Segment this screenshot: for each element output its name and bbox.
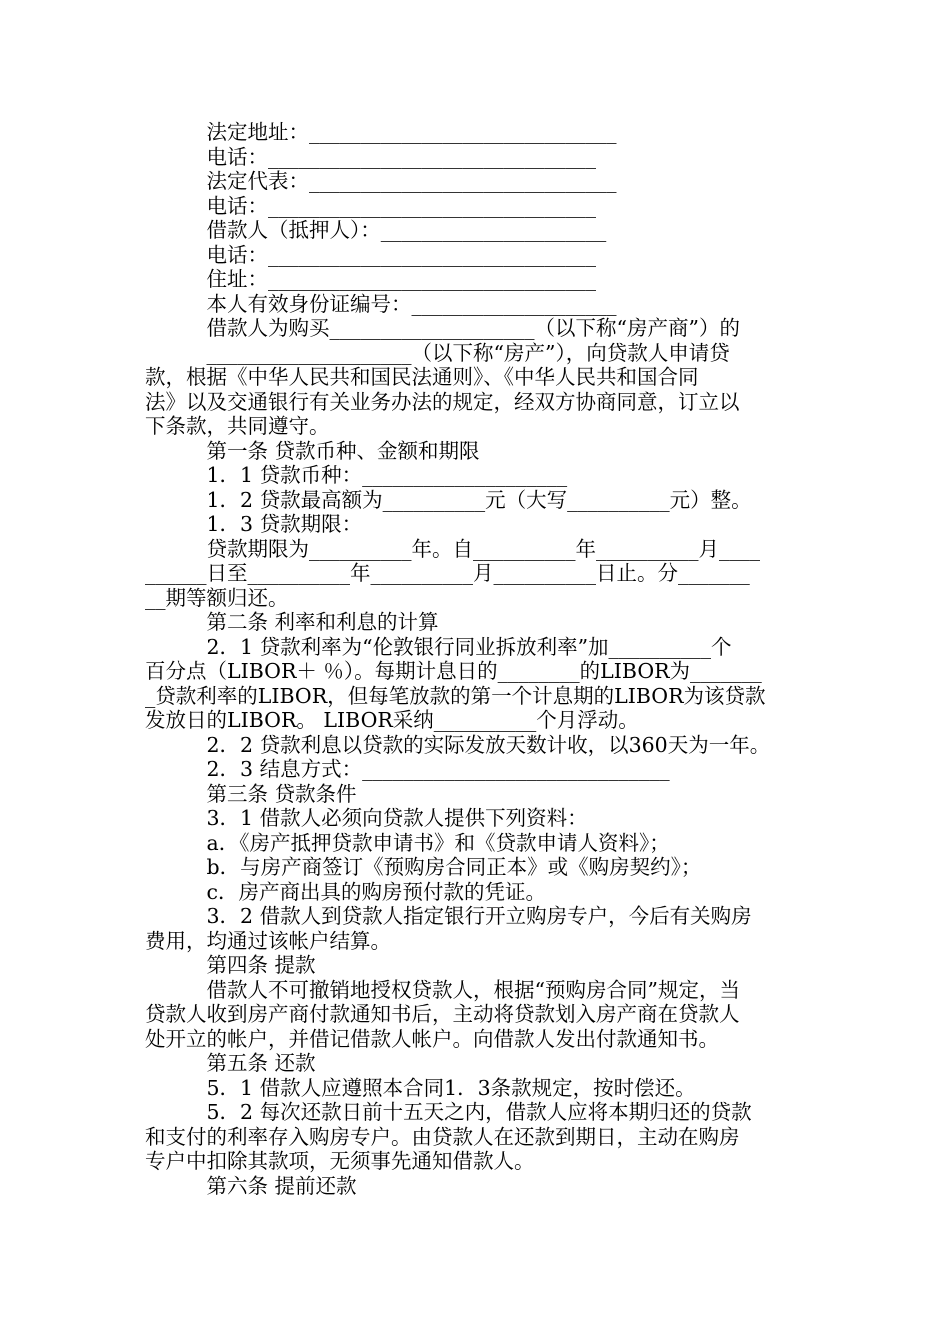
text-line: 第五条 还款: [145, 1051, 316, 1075]
text-line: 借款人为购买____________________（以下称“房产商”）的: [145, 316, 740, 340]
document-body: [145, 120, 810, 1198]
text-line: _贷款利率的LIBOR，但每笔放款的第一个计息期的LIBOR为该贷款: [145, 683, 766, 708]
text-line: 借款人（抵押人）：______________________: [145, 218, 607, 242]
text-line: __期等额归还。: [145, 585, 289, 610]
text-line: c．房产商出具的购房预付款的凭证。: [145, 879, 546, 904]
text-line: 费用，均通过该帐户结算。: [145, 928, 391, 953]
text-line: 贷款人收到房产商付款通知书后，主动将贷款划入房产商在贷款人: [145, 1002, 740, 1026]
text-line: 下条款，共同遵守。: [145, 414, 330, 438]
text-line: 本人有效身份证编号：____________________: [145, 291, 617, 316]
text-line: 住址：________________________________: [145, 267, 596, 291]
text-line: 发放日的LIBOR。 LIBOR采纳__________个月浮动。: [145, 708, 639, 732]
text-line: ______日至__________年__________月__________日止。分_______: [145, 561, 750, 585]
text-line: 第三条 贷款条件: [145, 781, 357, 806]
text-line: 1．2 贷款最高额为__________元（大写__________元）整。: [145, 487, 752, 512]
text-line: 百分点（LIBOR＋ ％）。每期计息日的________的LIBOR为_______: [145, 659, 762, 683]
text-line: 借款人不可撤销地授权贷款人，根据“预购房合同”规定，当: [145, 977, 740, 1002]
text-line: 2．3 结息方式：______________________________: [145, 757, 670, 781]
text-line: 法定代表：______________________________: [145, 169, 617, 193]
text-line: 法定地址：______________________________: [145, 120, 617, 144]
text-line: 第一条 贷款币种、金额和期限: [145, 438, 480, 463]
text-line: 5．1 借款人应遵照本合同1．3条款规定，按时偿还。: [145, 1075, 696, 1100]
text-line: 1．3 贷款期限：: [145, 512, 363, 536]
text-line: 2．1 贷款利率为“伦敦银行同业拆放利率”加__________个: [145, 634, 732, 659]
text-line: ____________________（以下称“房产”），向贷款人申请贷: [145, 340, 730, 365]
text-line: b．与房产商签订《预购房合同正本》或《购房契约》；: [145, 855, 702, 879]
text-line: 法》以及交通银行有关业务办法的规定，经双方协商同意，订立以: [145, 389, 740, 414]
text-line: 第四条 提款: [145, 953, 316, 977]
text-line: 电话：________________________________: [145, 193, 596, 218]
text-line: 电话：________________________________: [145, 144, 596, 169]
text-line: 第六条 提前还款: [145, 1173, 357, 1198]
text-line: 贷款期限为__________年。自__________年__________月____: [145, 536, 760, 561]
text-line: 第二条 利率和利息的计算: [145, 610, 439, 634]
text-line: 2．2 贷款利息以贷款的实际发放天数计收，以360天为一年。: [145, 732, 771, 757]
text-line: 款，根据《中华人民共和国民法通则》、《中华人民共和国合同: [145, 365, 699, 389]
text-line: 3．1 借款人必须向贷款人提供下列资料：: [145, 806, 588, 830]
text-line: a．《房产抵押贷款申请书》和《贷款申请人资料》；: [145, 830, 670, 855]
text-line: 电话：________________________________: [145, 242, 596, 267]
text-line: 和支付的利率存入购房专户。由贷款人在还款到期日，主动在购房: [145, 1124, 740, 1149]
text-line: 1．1 贷款币种：____________________: [145, 463, 568, 487]
text-line: 3．2 借款人到贷款人指定银行开立购房专户，今后有关购房: [145, 904, 752, 928]
text-line: 专户中扣除其款项，无须事先通知借款人。: [145, 1149, 535, 1173]
text-line: 处开立的帐户，并借记借款人帐户。向借款人发出付款通知书。: [145, 1026, 719, 1051]
text-line: 5．2 每次还款日前十五天之内，借款人应将本期归还的贷款: [145, 1100, 752, 1124]
